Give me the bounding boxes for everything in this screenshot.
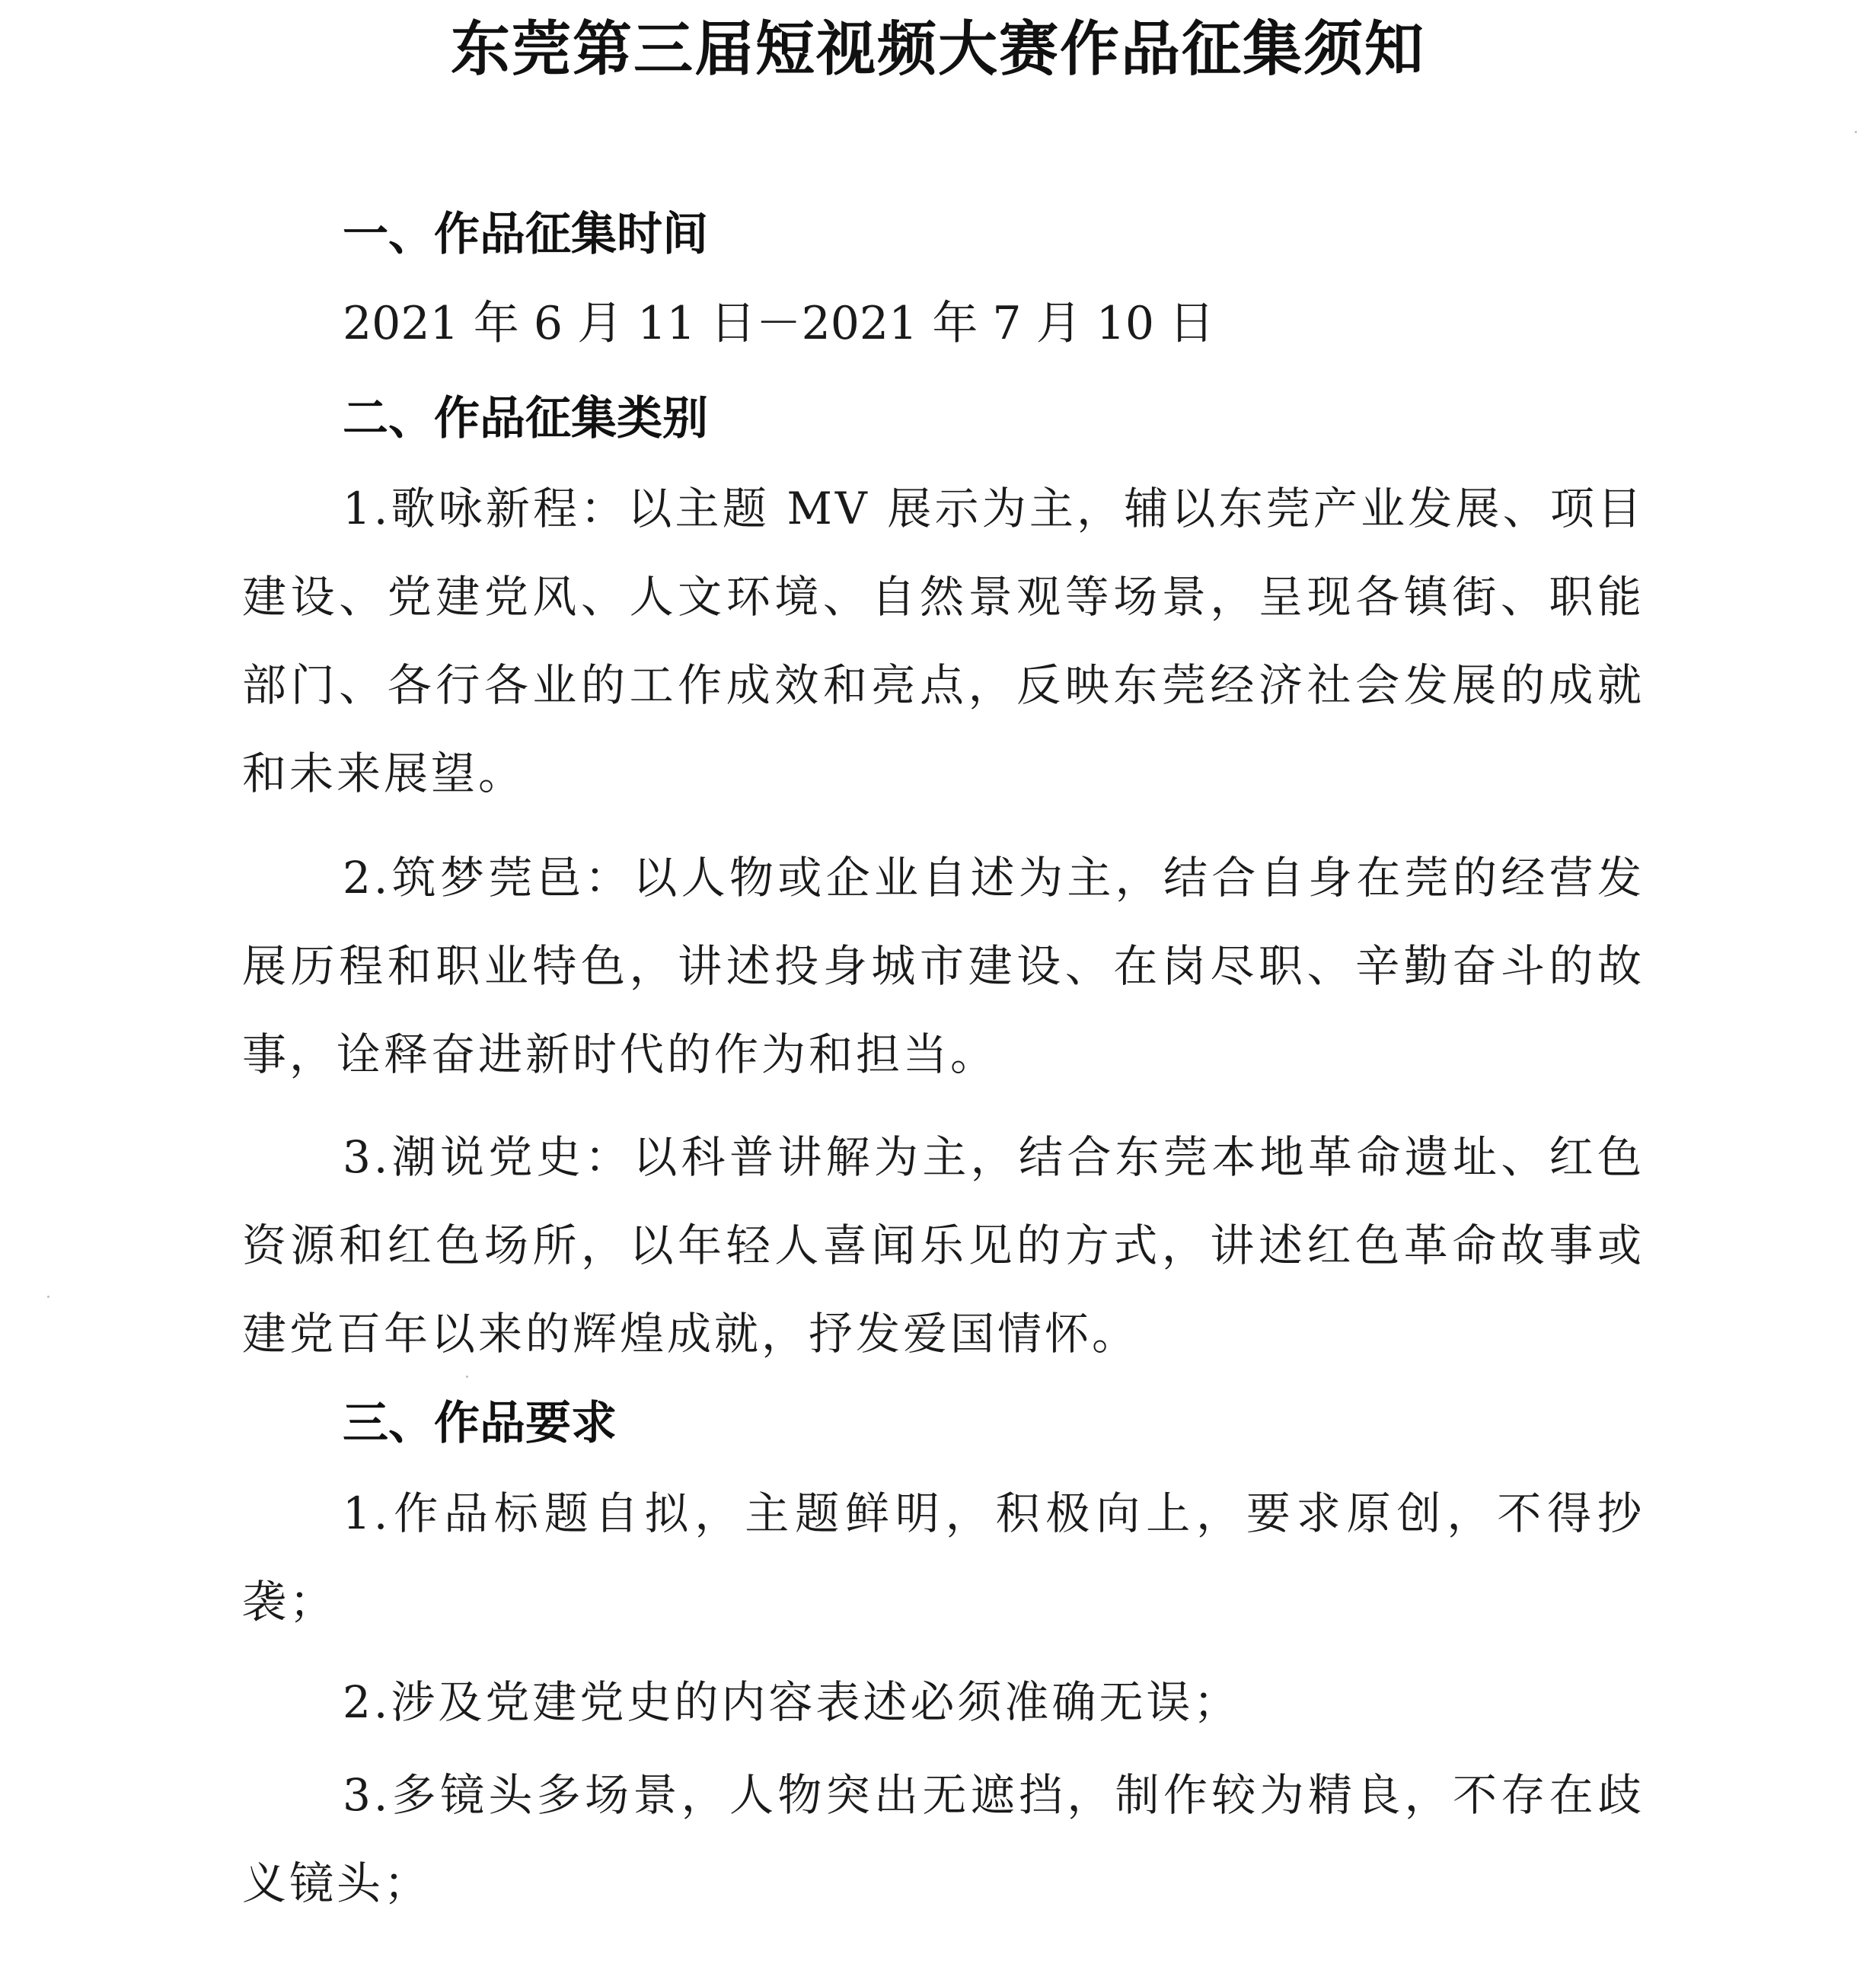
scan-speck xyxy=(466,1376,468,1378)
category-paragraph-2: 2.筑梦莞邑：以人物或企业自述为主，结合自身在莞的经营发展历程和职业特色，讲述投身城市建设、在岗尽职、辛勤奋斗的故事，诠释奋进新时代的作为和担当。 xyxy=(242,852,1645,1080)
document-title: 东莞第三届短视频大赛作品征集须知 xyxy=(450,14,1425,84)
scan-speck xyxy=(1855,131,1857,133)
section-heading-categories: 二、作品征集类别 xyxy=(343,392,708,445)
category-paragraph-1: 1.歌咏新程：以主题 MV 展示为主，辅以东莞产业发展、项目建设、党建党风、人文环境、自然景观等场景，呈现各镇街、职能部门、各行各业的工作成效和亮点，反映东莞经济社会发展的成就和未来展望。 xyxy=(242,483,1645,799)
section-heading-requirements: 三、作品要求 xyxy=(343,1397,617,1450)
section-heading-time: 一、作品征集时间 xyxy=(343,208,708,261)
collection-period: 2021 年 6 月 11 日－2021 年 7 月 10 日 xyxy=(343,297,1215,350)
scan-speck xyxy=(47,1296,49,1298)
requirement-paragraph-1: 1.作品标题自拟，主题鲜明，积极向上，要求原创，不得抄袭； xyxy=(242,1487,1645,1628)
requirement-paragraph-3: 3.多镜头多场景，人物突出无遮挡，制作较为精良，不存在歧义镜头； xyxy=(242,1769,1645,1909)
category-paragraph-3: 3.潮说党史：以科普讲解为主，结合东莞本地革命遗址、红色资源和红色场所，以年轻人喜闻乐见的方式，讲述红色革命故事或建党百年以来的辉煌成就，抒发爱国情怀。 xyxy=(242,1131,1645,1360)
requirement-paragraph-2: 2.涉及党建党史的内容表述必须准确无误； xyxy=(343,1676,1241,1728)
